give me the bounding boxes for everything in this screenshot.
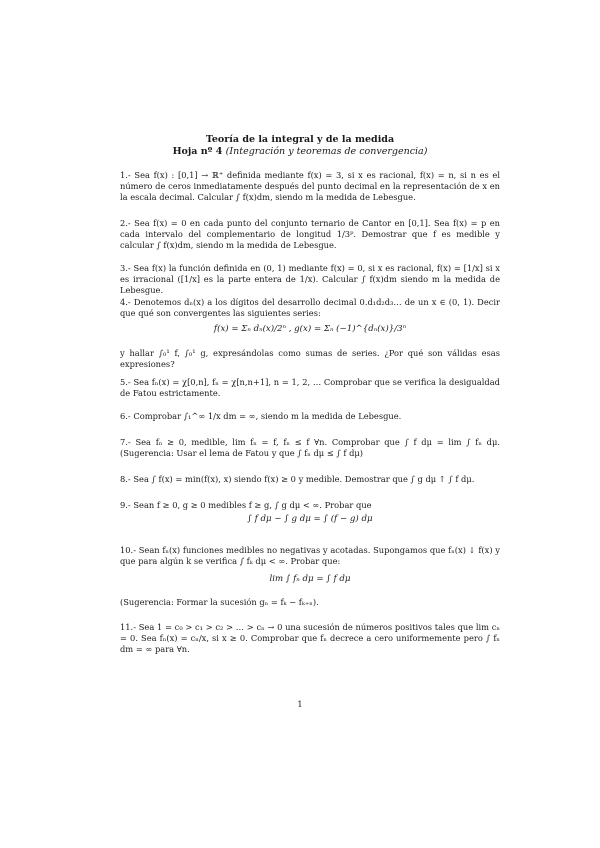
exercise-text: Sea 1 = c₀ > c₁ > c₂ > … > cₙ → 0 una sucesión de números positivos tales que lim cₙ = 0. Sea fₙ(x) = cₙ/x, si x ≥ 0. Comprobar que fₙ decrece a cero uniformemente pero ∫ fₙ dm = ∞ para ∀n. bbox=[120, 622, 501, 654]
document-subtitle-line bbox=[0, 146, 600, 157]
exercise-text: Sea fₙ ≥ 0, medible, lim fₙ = f, fₙ ≤ f ∀n. Comprobar que ∫ f dμ = lim ∫ fₙ dμ. (Sugerencia: Usar el lema de Fatou y que ∫ fₙ dμ ≤ ∫ f dμ) bbox=[120, 437, 500, 458]
exercise-number: 8.- bbox=[120, 474, 131, 484]
exercise-3 bbox=[120, 263, 500, 295]
exercise-text: Sea ∫ f(x) = min(f(x), x) siendo f(x) ≥ 0 y medible. Demostrar que ∫ g dμ ↑ ∫ f dμ. bbox=[133, 474, 475, 484]
exercise-5 bbox=[120, 377, 500, 399]
exercise-text: Denotemos dₙ(x) a los dígitos del desarrollo decimal 0.d₁d₂d₃… de un x ∈ (0, 1). Decir que qué son convergentes las siguientes series: bbox=[120, 297, 500, 318]
exercise-text: Sea f(x) la función definida en (0, 1) mediante f(x) = 0, si x es racional, f(x) = [1/x] si x es irracional ([1/x] es la parte entera de 1/x). Calcular ∫ f(x)dm siendo m la medida de Lebesgue. bbox=[120, 263, 500, 295]
exercise-text: Sea fₙ(x) = χ[0,n], fₙ = χ[n,n+1], n = 1, 2, … Comprobar que se verifica la desigualdad de Fatou estrictamente. bbox=[120, 377, 500, 398]
exercise-number: 1.- bbox=[120, 170, 131, 180]
exercise-text: Sean f ≥ 0, g ≥ 0 medibles f ≥ g, ∫ g dμ < ∞. Probar que bbox=[133, 500, 372, 510]
exercise-number: 4.- bbox=[120, 297, 131, 307]
exercise-11 bbox=[120, 622, 500, 654]
page-number: 1 bbox=[297, 700, 303, 710]
sheet-topic: (Integración y teoremas de convergencia) bbox=[225, 146, 428, 157]
exercise-4-continued bbox=[120, 348, 500, 370]
exercise-text: Sea f(x) : [0,1] → ℝ⁺ definida mediante f(x) = 3, si x es racional, f(x) = n, si n es el número de ceros inmediatamente después del punto decimal en la representación de x en la escala decimal. Calcular ∫ f(x)dm, siendo m la medida de Lebesgue. bbox=[120, 170, 500, 202]
exercise-2 bbox=[120, 218, 500, 250]
exercise-text: Comprobar ∫₁^∞ 1/x dm = ∞, siendo m la medida de Lebesgue. bbox=[133, 411, 402, 421]
exercise-number: 6.- bbox=[120, 411, 131, 421]
exercise-4 bbox=[120, 297, 500, 319]
exercise-9 bbox=[120, 500, 500, 511]
exercise-10 bbox=[120, 545, 500, 567]
document-title: Teoría de la integral y de la medida bbox=[205, 134, 395, 145]
exercise-number: 9.- bbox=[120, 500, 131, 510]
exercise-text: Sea f(x) = 0 en cada punto del conjunto ternario de Cantor en [0,1]. Sea f(x) = p en cada intervalo del complementario de longitud 1/3ᵖ. Demostrar que f es medible y calcular ∫ f(x)dm, siendo m la medida de Lebesgue. bbox=[120, 218, 500, 250]
exercise-7 bbox=[120, 437, 500, 459]
exercise-number: 3.- bbox=[120, 263, 131, 273]
exercise-8 bbox=[120, 474, 500, 485]
exercise-number: 11.- bbox=[120, 622, 136, 632]
exercise-1 bbox=[120, 170, 500, 202]
display-formula-series: f(x) = Σₙ dₙ(x)/2ⁿ , g(x) = Σₙ (−1)^{dₙ(x)}/3ⁿ bbox=[213, 324, 407, 334]
exercise-6 bbox=[120, 411, 500, 422]
display-formula-limit: lim ∫ fₙ dμ = ∫ f dμ bbox=[269, 574, 351, 584]
sheet-number: Hoja nº 4 bbox=[172, 146, 223, 157]
exercise-number: 7.- bbox=[120, 437, 131, 447]
exercise-text: y hallar ∫₀¹ f, ∫₀¹ g, expresándolas como sumas de series. ¿Por qué son válidas esas expresiones? bbox=[120, 348, 500, 369]
exercise-number: 2.- bbox=[120, 218, 131, 228]
display-formula-difference: ∫ f dμ − ∫ g dμ = ∫ (f − g) dμ bbox=[247, 514, 373, 524]
exercise-10-hint bbox=[120, 597, 500, 608]
exercise-text: (Sugerencia: Formar la sucesión gₙ = fₖ − fₖ₊ₙ). bbox=[120, 597, 319, 607]
exercise-number: 10.- bbox=[120, 545, 136, 555]
exercise-text: Sean fₙ(x) funciones medibles no negativas y acotadas. Supongamos que fₙ(x) ↓ f(x) y que para algún k se verifica ∫ fₖ dμ < ∞. Probar que: bbox=[120, 545, 500, 566]
exercise-number: 5.- bbox=[120, 377, 131, 387]
